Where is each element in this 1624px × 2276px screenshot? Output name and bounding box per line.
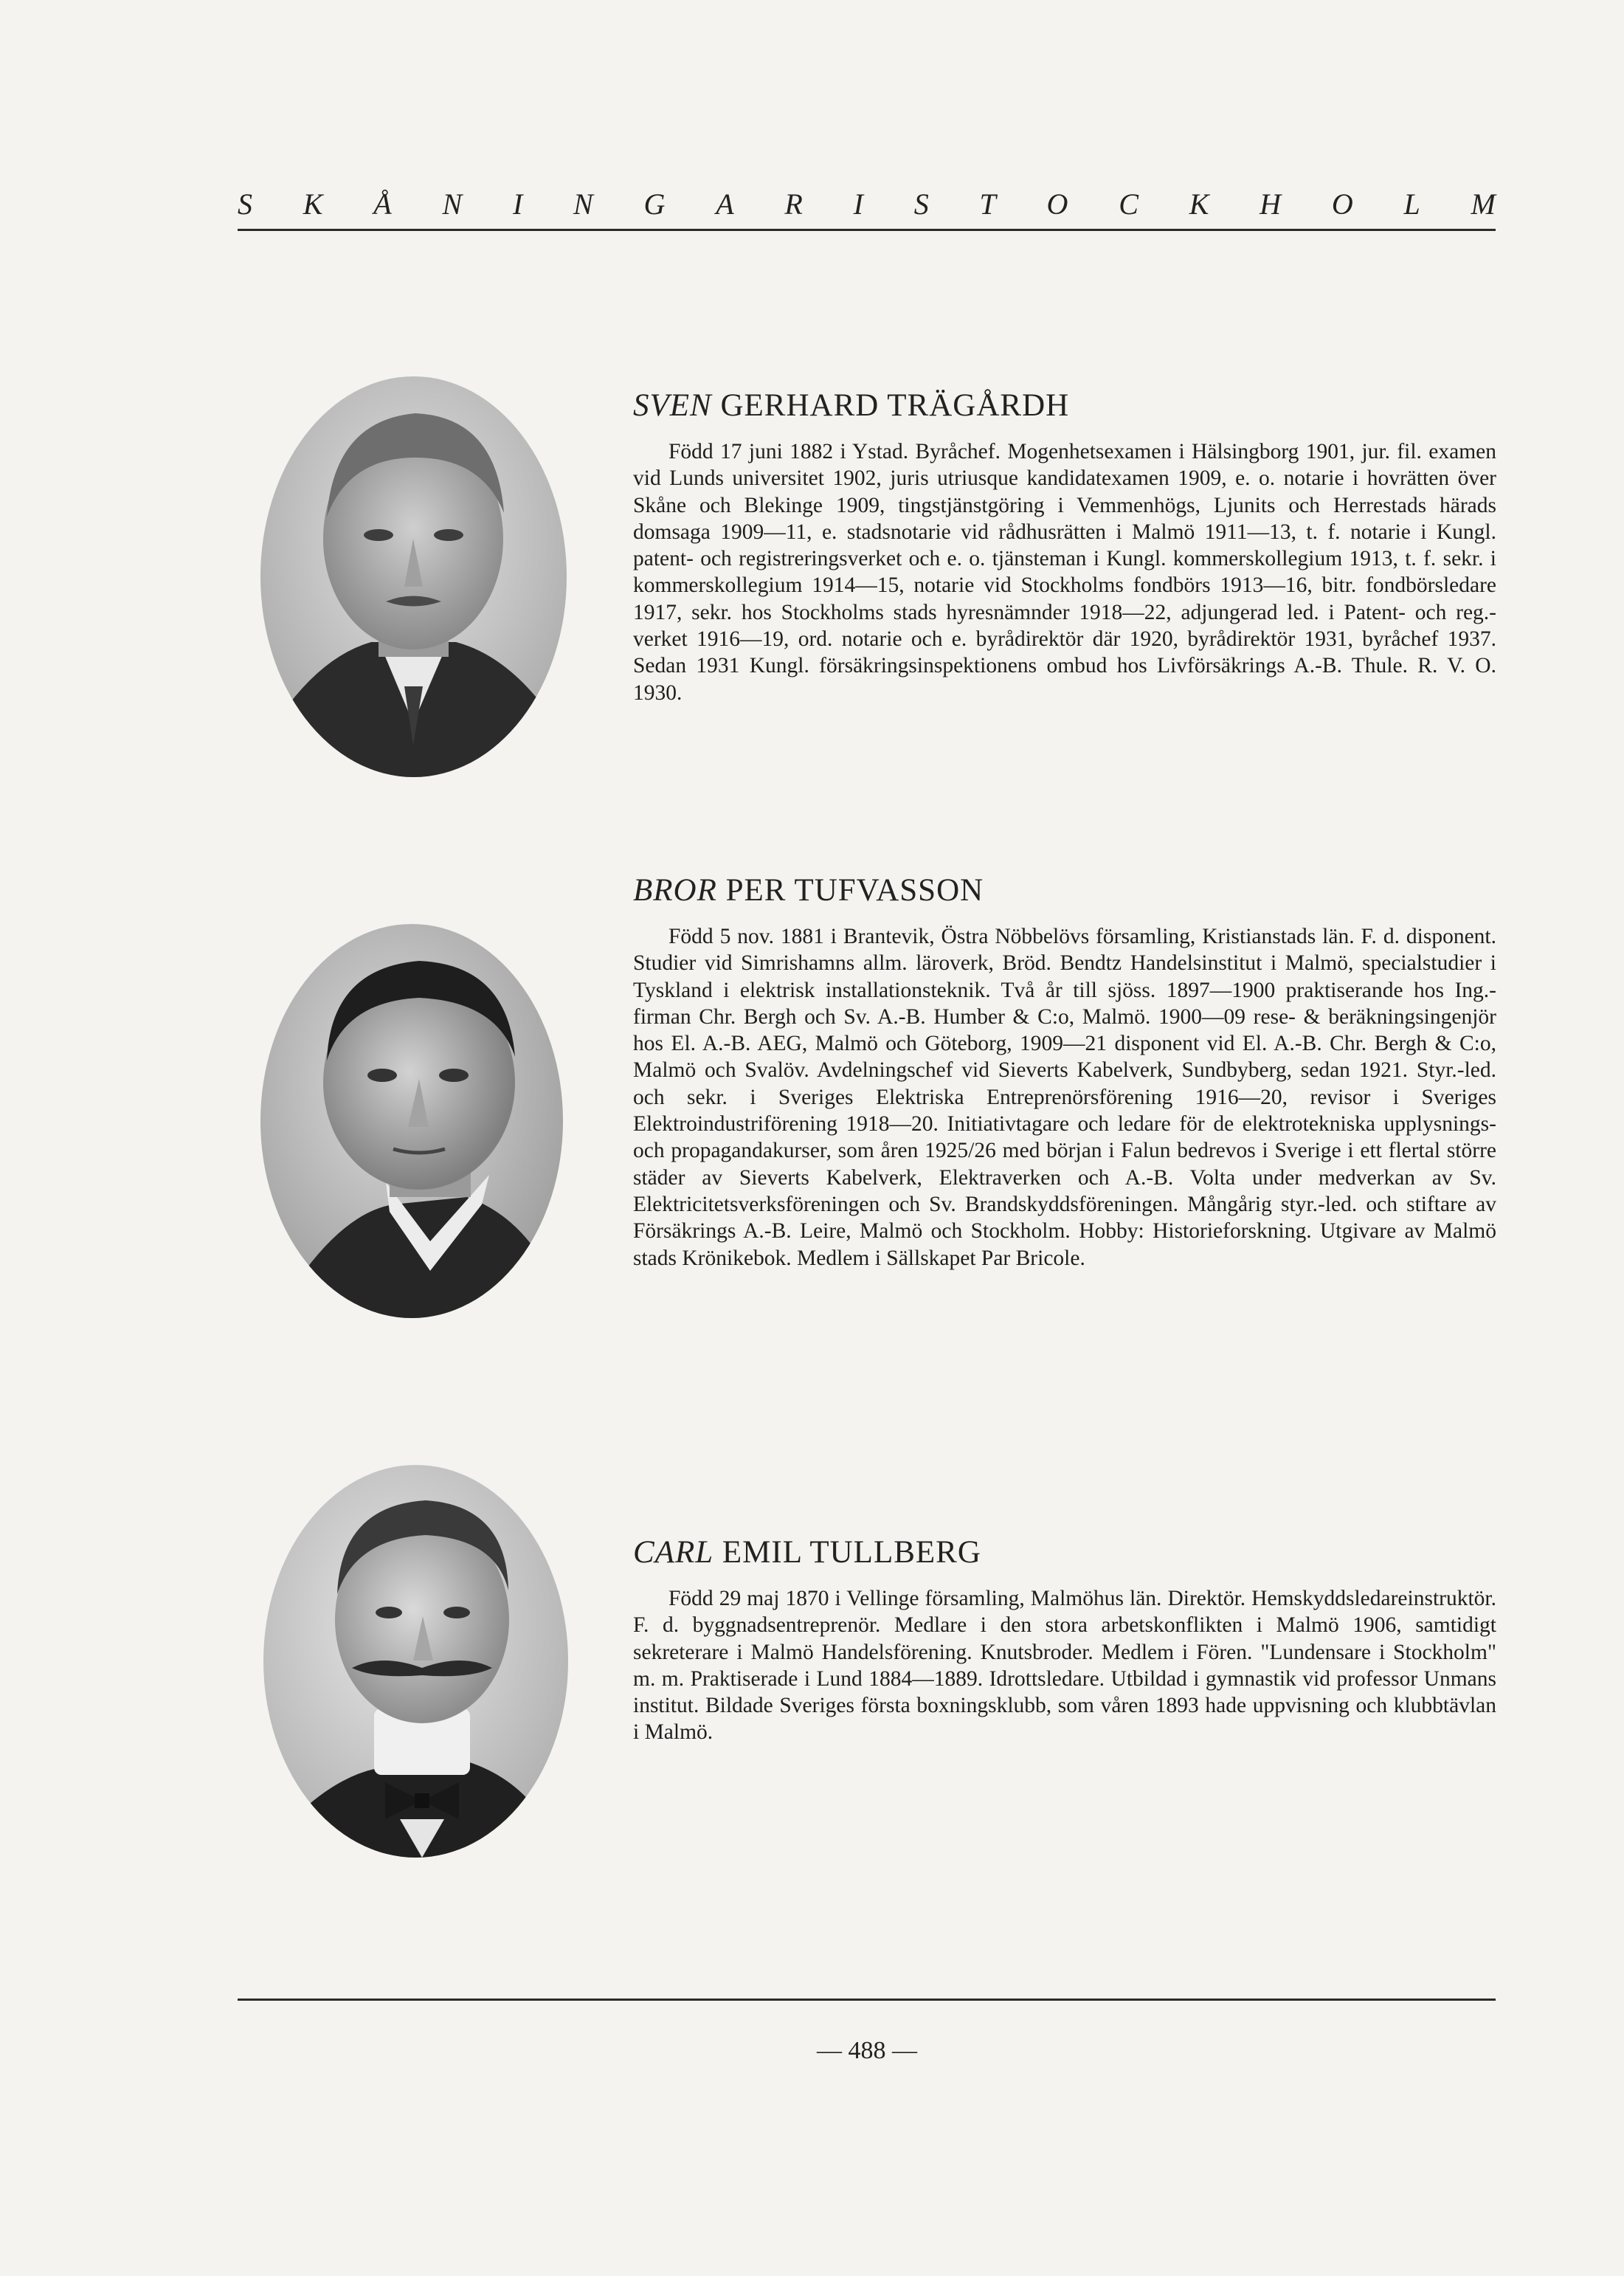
header-letter: A bbox=[716, 187, 734, 221]
header-letter: H bbox=[1260, 187, 1282, 221]
header-letter: C bbox=[1119, 187, 1138, 221]
first-name: BROR bbox=[633, 873, 717, 908]
header-letter: N bbox=[573, 187, 593, 221]
header-letter: Å bbox=[373, 187, 392, 221]
entry-text bbox=[633, 387, 1496, 706]
biography-text: Född 5 nov. 1881 i Brantevik, Östra Nöbbelövs församling, Kristianstads län. F. d. disponent. Studier vid Simrishamns allm. läroverk, Bröd. Bendtz Handelsinstitut i Malmö, specialstudier i Tyskland i elektrisk installationsteknik. Två år till sjöss. 1897—1900 praktiserande hos Ing.-firman Chr. Bergh och Sv. A.-B. Humber & C:o, Malmö. 1900—09 rese- & beräkningsingenjör hos El. A.-B. AEG, Malmö och Göteborg, 1909—21 disponent vid El. A.-B. Chr. Bergh & C:o, Malmö och Svalöv. Avdelningschef vid Sieverts Kabelverk, Sundbyberg, sedan 1921. Styr.-led. och sekr. i Sveriges Elektriska Entreprenörsförening 1916—20, revisor i Sveriges Elektroindustriförening 1918—20. Initiativtagare och ledare för de elektrotekniska upplysnings- och propagandakurser, som åren 1925/26 med början i Falun bedrevos i Sverige i ett flertal större städer av Sieverts Kabelverk, Elektraverken och A.-B. Volta under medverkan av Sv. Elektricitetsverksföreningen och Sv. Brandskyddsföreningen. Mångårig styr.-led. och stiftare av Försäkrings A.-B. Leire, Malmö och Stockholm. Hobby: Historieforskning. Utgivare av Malmö stads Krönikebok. Medlem i Sällskapet Par Bricole. bbox=[633, 925, 1496, 1270]
header-letter: K bbox=[303, 187, 323, 221]
header-letter: I bbox=[853, 187, 863, 221]
footer-rule bbox=[238, 1999, 1496, 2001]
header-letter: T bbox=[979, 187, 996, 221]
person-name bbox=[633, 872, 1496, 910]
entry-text bbox=[633, 1534, 1496, 1746]
portrait-photo bbox=[260, 924, 563, 1318]
person-name bbox=[633, 1534, 1496, 1572]
portrait-photo bbox=[263, 1465, 568, 1858]
header-rule bbox=[238, 229, 1496, 231]
header-letter: S bbox=[913, 187, 929, 221]
header-letter: I bbox=[512, 187, 523, 221]
header-letter: O bbox=[1331, 187, 1353, 221]
surname: GERHARD TRÄGÅRDH bbox=[711, 388, 1070, 423]
page-number: — 488 — bbox=[817, 2037, 917, 2064]
first-name: SVEN bbox=[633, 388, 712, 423]
first-name: CARL bbox=[633, 1535, 714, 1570]
header-letter: L bbox=[1403, 187, 1420, 221]
biography-text: Född 17 juni 1882 i Ystad. Byråchef. Mogenhetsexamen i Hälsingborg 1901, jur. fil. examen vid Lunds universitet 1902, juris utriusque kandidatexamen 1909, e. o. notarie i hovrätten över Skåne och Blekinge 1909, tingstjänstgöring i Vemmenhögs, Ljunits och Herrestads härads domsaga 1909—11, e. stadsnotarie vid rådhusrätten i Malmö 1911—13, t. f. notarie i Kungl. patent- och registreringsverket och e. o. tjänsteman i Kungl. kommerskollegium 1913, t. f. sekr. i kommerskollegium 1914—15, notarie vid Stockholms fondbörs 1913—16, bitr. fondbörsledare 1917, sekr. hos Stockholms stads hyresnämnder 1918—22, adjungerad led. i Patent- och reg.-verket 1916—19, ord. notarie och e. byrådirektör där 1920, byrådirektör 1931, byråchef 1937. Sedan 1931 Kungl. försäkringsinspektionens ombud hos Livförsäkrings A.-B. Thule. R. V. O. 1930. bbox=[633, 440, 1496, 705]
header-letter: R bbox=[784, 187, 803, 221]
header-letter: O bbox=[1046, 187, 1068, 221]
portrait-photo bbox=[260, 376, 567, 777]
running-header bbox=[238, 182, 1496, 226]
header-letter: N bbox=[442, 187, 463, 221]
entry-text bbox=[633, 872, 1496, 1272]
surname: PER TUFVASSON bbox=[716, 873, 984, 908]
biography-text: Född 29 maj 1870 i Vellinge församling, Malmöhus län. Direktör. Hemskyddsledareinstruktör. F. d. byggnadsentreprenör. Medlare i den stora arbetskonflikten i Malmö 1906, samtidigt sekreterare i Malmö Handelsförening. Knutsbroder. Medlem i Fören. "Lundensare i Stockholm" m. m. Praktiserade i Lund 1884—1889. Idrottsledare. Utbildad i gymnastik vid professor Unmans institut. Bildade Sveriges första boxningsklubb, som våren 1893 hade uppvisning och klubbtävlan i Malmö. bbox=[633, 1587, 1496, 1745]
header-letter: G bbox=[643, 187, 666, 221]
header-letter: M bbox=[1471, 187, 1496, 221]
header-letter: S bbox=[238, 187, 252, 221]
person-name bbox=[633, 387, 1496, 425]
header-letter: K bbox=[1189, 187, 1209, 221]
surname: EMIL TULLBERG bbox=[713, 1535, 981, 1570]
